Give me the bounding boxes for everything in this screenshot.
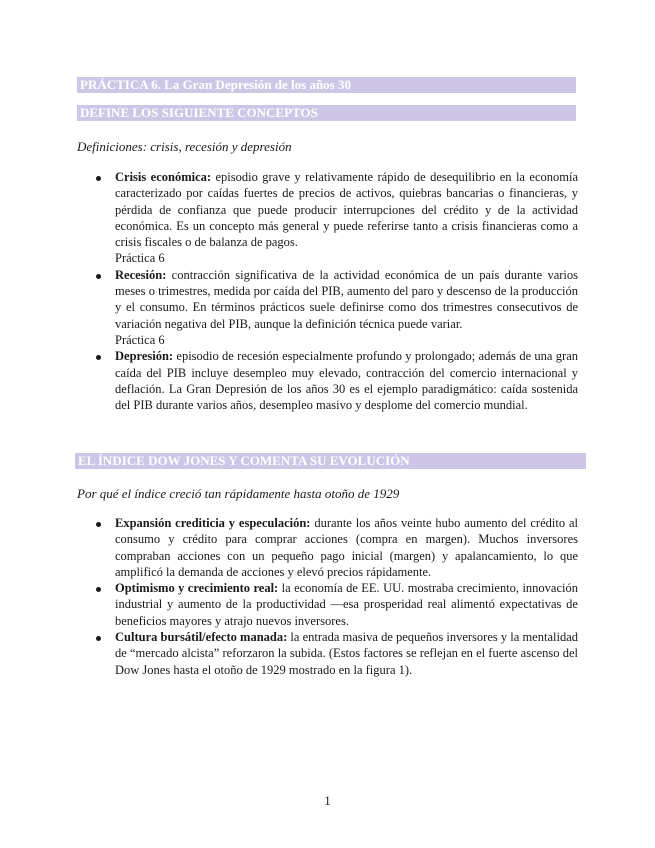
- term-label: Optimismo y crecimiento real:: [115, 581, 279, 596]
- list-item-recesion: [77, 267, 578, 348]
- bullet-icon: [96, 636, 101, 641]
- item-note: Práctica 6: [115, 251, 165, 266]
- term-label: Crisis económica:: [115, 170, 212, 184]
- bullet-icon: [96, 274, 101, 279]
- section1-heading: DEFINE LOS SIGUIENTE CONCEPTOS: [80, 105, 318, 120]
- practice-title-bar: [77, 77, 576, 93]
- definition-text: episodio de recesión especialmente profundo y prolongado; además de una gran caída del PIB incluye desempleo muy elevado, contracción del comercio internacional y deflación. La Gran Depresión de los años 30 es el ejemplo paradigmático: caída sostenida del PIB durante varios años, desempleo masivo y desplome del comercio mundial.: [115, 349, 578, 413]
- reason-text: la economía de EE. UU. mostraba crecimiento, innovación industrial y aumento de la productividad —esa prosperidad real alimentó expectativas de beneficios mayores y atrajo nuevos inversores.: [115, 581, 579, 628]
- reason-text: la entrada masiva de pequeños inversores y la mentalidad de “mercado alcista” reforzaron la subida. (Estos factores se reflejan en el fuerte ascenso del Dow Jones hasta el otoño de 1929 mostrado en la figura 1).: [115, 630, 578, 677]
- bullet-icon: [96, 587, 101, 592]
- list-item-depresion: [77, 348, 578, 413]
- bullet-icon: [96, 522, 101, 527]
- term-label: Depresión:: [115, 349, 174, 364]
- definition-text: contracción significativa de la actividad económica de un país durante varios meses o trimestres, medida por caída del PIB, aumento del paro y descenso de la producción y el consumo. En términos prácticos suele definirse como dos trimestres consecutivos de variación negativa del PIB, aunque la definición técnica puede variar.: [115, 267, 578, 331]
- section2-heading-bar: [75, 453, 586, 469]
- term-label: Recesión:: [115, 267, 167, 282]
- section2-heading: EL ÍNDICE DOW JONES Y COMENTA SU EVOLUCIÓN: [78, 453, 410, 468]
- section1-heading-bar: [77, 105, 576, 121]
- practice-title: PRÁCTICA 6. La Gran Depresión de los años 30: [80, 77, 351, 92]
- page-number: 1: [324, 793, 331, 808]
- term-label: Expansión crediticia y especulación:: [115, 516, 311, 530]
- list-item-crisis: [77, 169, 578, 267]
- list-item-credit: [77, 515, 578, 580]
- definitions-list: [77, 169, 578, 413]
- list-item-herd: [77, 629, 578, 678]
- item-note: Práctica 6: [115, 332, 165, 347]
- list-item-optimism: [77, 580, 578, 629]
- bullet-icon: [96, 176, 101, 181]
- reason-text: durante los años veinte hubo aumento del crédito al consumo y crédito para comprar acciones (compra en margen). Muchos inversores compraban acciones con un pequeño pago inicial (margen) y apalancamiento, lo que amplificó la demanda de acciones y elevó precios rápidamente.: [115, 516, 578, 579]
- definition-text: episodio grave y relativamente rápido de desequilibrio en la economía caracterizado por caídas fuertes de precios de activos, quiebras bancarias o financieras, y pérdida de confianza que puede producir interrupciones del crédito y de la actividad económica. Es un concepto más general y puede referirse tanto a crisis financieras como a crisis fiscales o de balanza de pagos.: [115, 170, 578, 250]
- section1-subtitle: Definiciones: crisis, recesión y depresión: [77, 139, 292, 154]
- term-label: Cultura bursátil/efecto manada:: [115, 630, 288, 645]
- bullet-icon: [96, 355, 101, 360]
- section2-subtitle: Por qué el índice creció tan rápidamente hasta otoño de 1929: [77, 486, 400, 501]
- dow-jones-reasons-list: [77, 515, 578, 678]
